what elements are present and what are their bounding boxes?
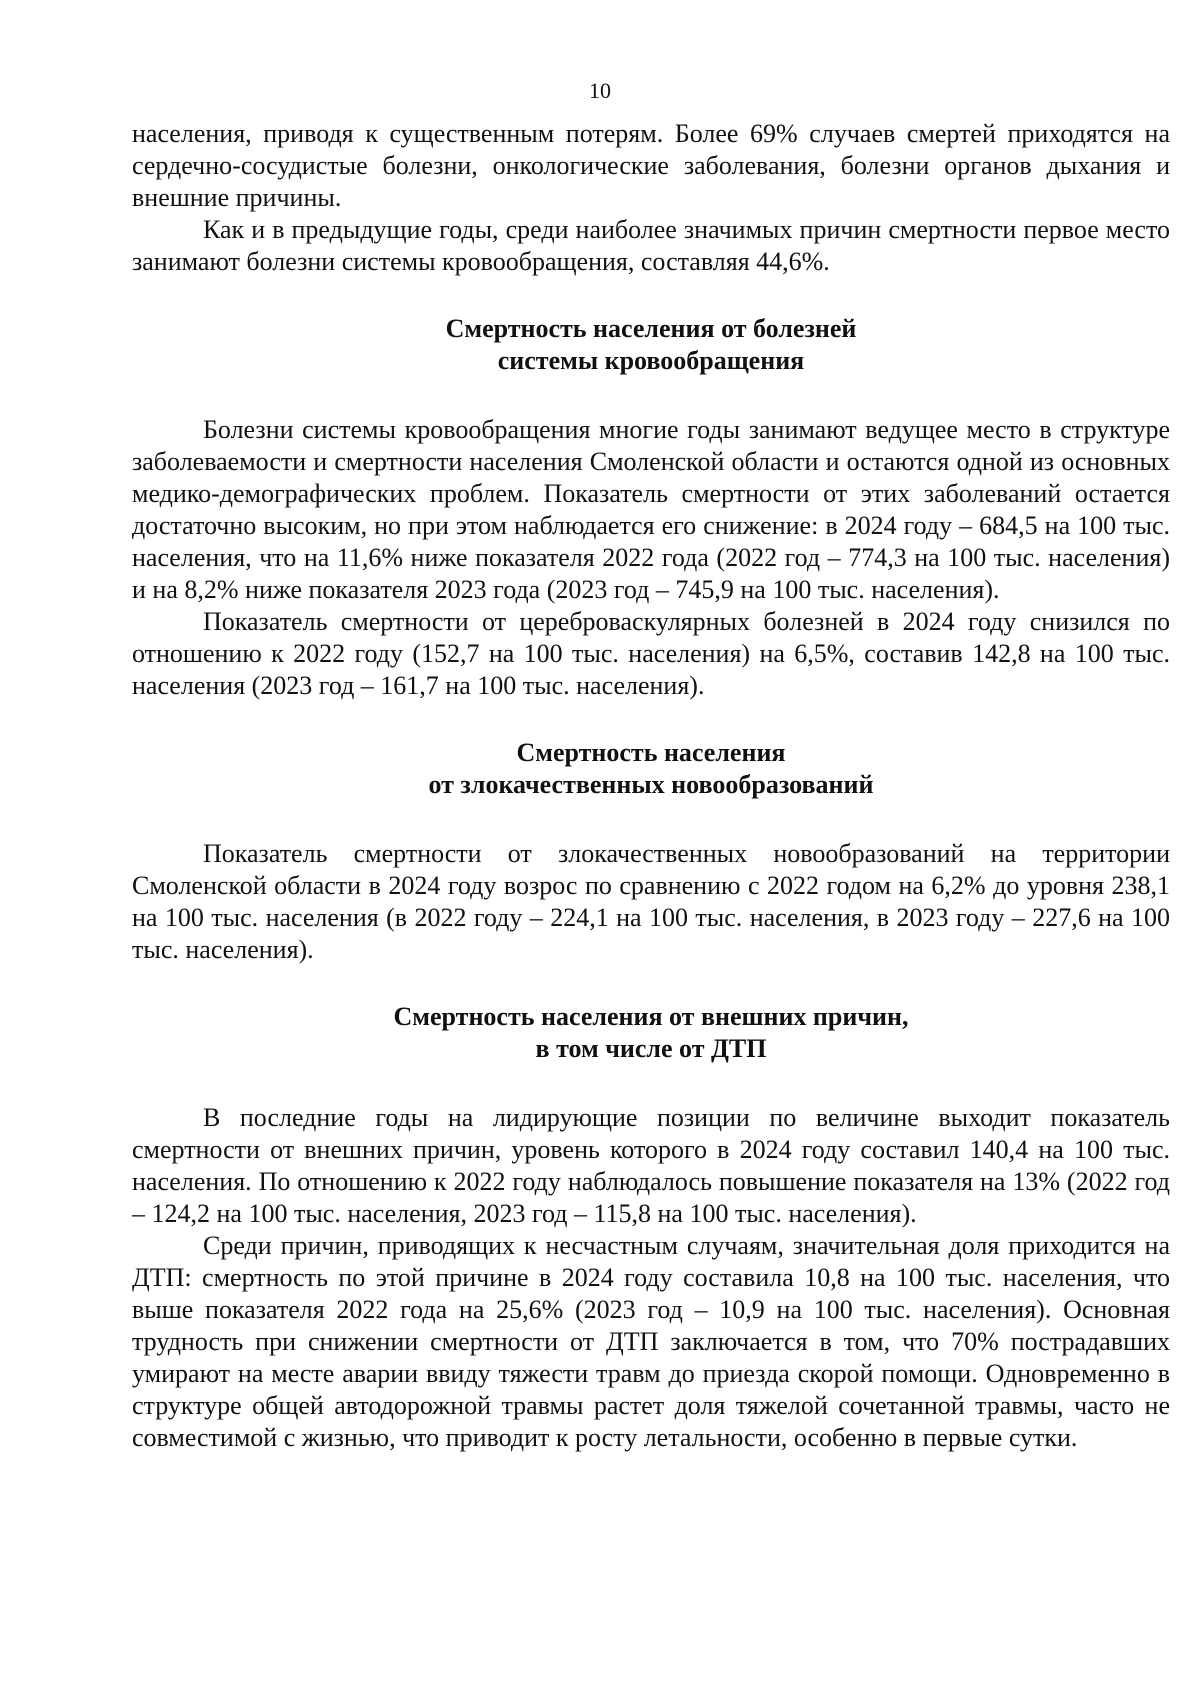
document-body (132, 118, 1170, 1454)
neoplasms-paragraph-1: Показатель смертности от злокачественных новообразований на территории Смоленской области в 2024 году возрос по сравнению с 2022 годом на 6,2% до уровня 238,1 на 100 тыс. населения (в 2022 году – 224,1 на 100 тыс. населения, в 2023 году – 227,6 на 100 тыс. населения). (132, 839, 1170, 964)
section-heading-external (132, 1001, 1170, 1065)
intro-paragraph-1: населения, приводя к существенным потерям. Более 69% случаев смертей приходятся на сердечно-сосудистые болезни, онкологические заболевания, болезни органов дыхания и внешние причины. (132, 119, 1170, 212)
section-heading-neoplasms (132, 737, 1170, 801)
circulatory-paragraph-2: Показатель смертности от цереброваскулярных болезней в 2024 году снизился по отношению к 2022 году (152,7 на 100 тыс. населения) на 6,5%, составив 142,8 на 100 тыс. населения (2023 год – 161,7 на 100 тыс. населения). (132, 607, 1170, 700)
heading-line: Смертность населения (516, 738, 786, 767)
circulatory-paragraph-1: Болезни системы кровообращения многие годы занимают ведущее место в структуре заболеваемости и смертности населения Смоленской области и остаются одной из основных медико-демографических проблем. Показатель смертности от этих заболеваний остается достаточно высоким, но при этом наблюдается его снижение: в 2024 году – 684,5 на 100 тыс. населения, что на 11,6% ниже показателя 2022 года (2022 год – 774,3 на 100 тыс. населения) и на 8,2% ниже показателя 2023 года (2023 год – 745,9 на 100 тыс. населения). (132, 415, 1170, 604)
section-heading-circulatory (132, 313, 1170, 377)
heading-line: от злокачественных новообразований (428, 770, 874, 799)
external-paragraph-2: Среди причин, приводящих к несчастным случаям, значительная доля приходится на ДТП: смертность по этой причине в 2024 году составила 10,8 на 100 тыс. населения, что выше показателя 2022 года на 25,6% (2023 год – 10,9 на 100 тыс. населения). Основная трудность при снижении смертности от ДТП заключается в том, что 70% пострадавших умирают на месте аварии ввиду тяжести травм до приезда скорой помощи. Одновременно в структуре общей автодорожной травмы растет доля тяжелой сочетанной травмы, часто не совместимой с жизнью, что приводит к росту летальности, особенно в первые сутки. (132, 1231, 1170, 1452)
heading-line: системы кровообращения (497, 346, 805, 375)
heading-line: Смертность населения от болезней (445, 314, 857, 343)
heading-line: Смертность населения от внешних причин, (393, 1002, 909, 1031)
intro-paragraph-2: Как и в предыдущие годы, среди наиболее значимых причин смертности первое место занимают болезни системы кровообращения, составляя 44,6%. (132, 215, 1170, 276)
heading-line: в том числе от ДТП (535, 1034, 767, 1063)
external-paragraph-1: В последние годы на лидирующие позиции по величине выходит показатель смертности от внешних причин, уровень которого в 2024 году составил 140,4 на 100 тыс. населения. По отношению к 2022 году наблюдалось повышение показателя на 13% (2022 год – 124,2 на 100 тыс. населения, 2023 год – 115,8 на 100 тыс. населения). (132, 1103, 1170, 1228)
page-number: 10 (589, 78, 611, 103)
